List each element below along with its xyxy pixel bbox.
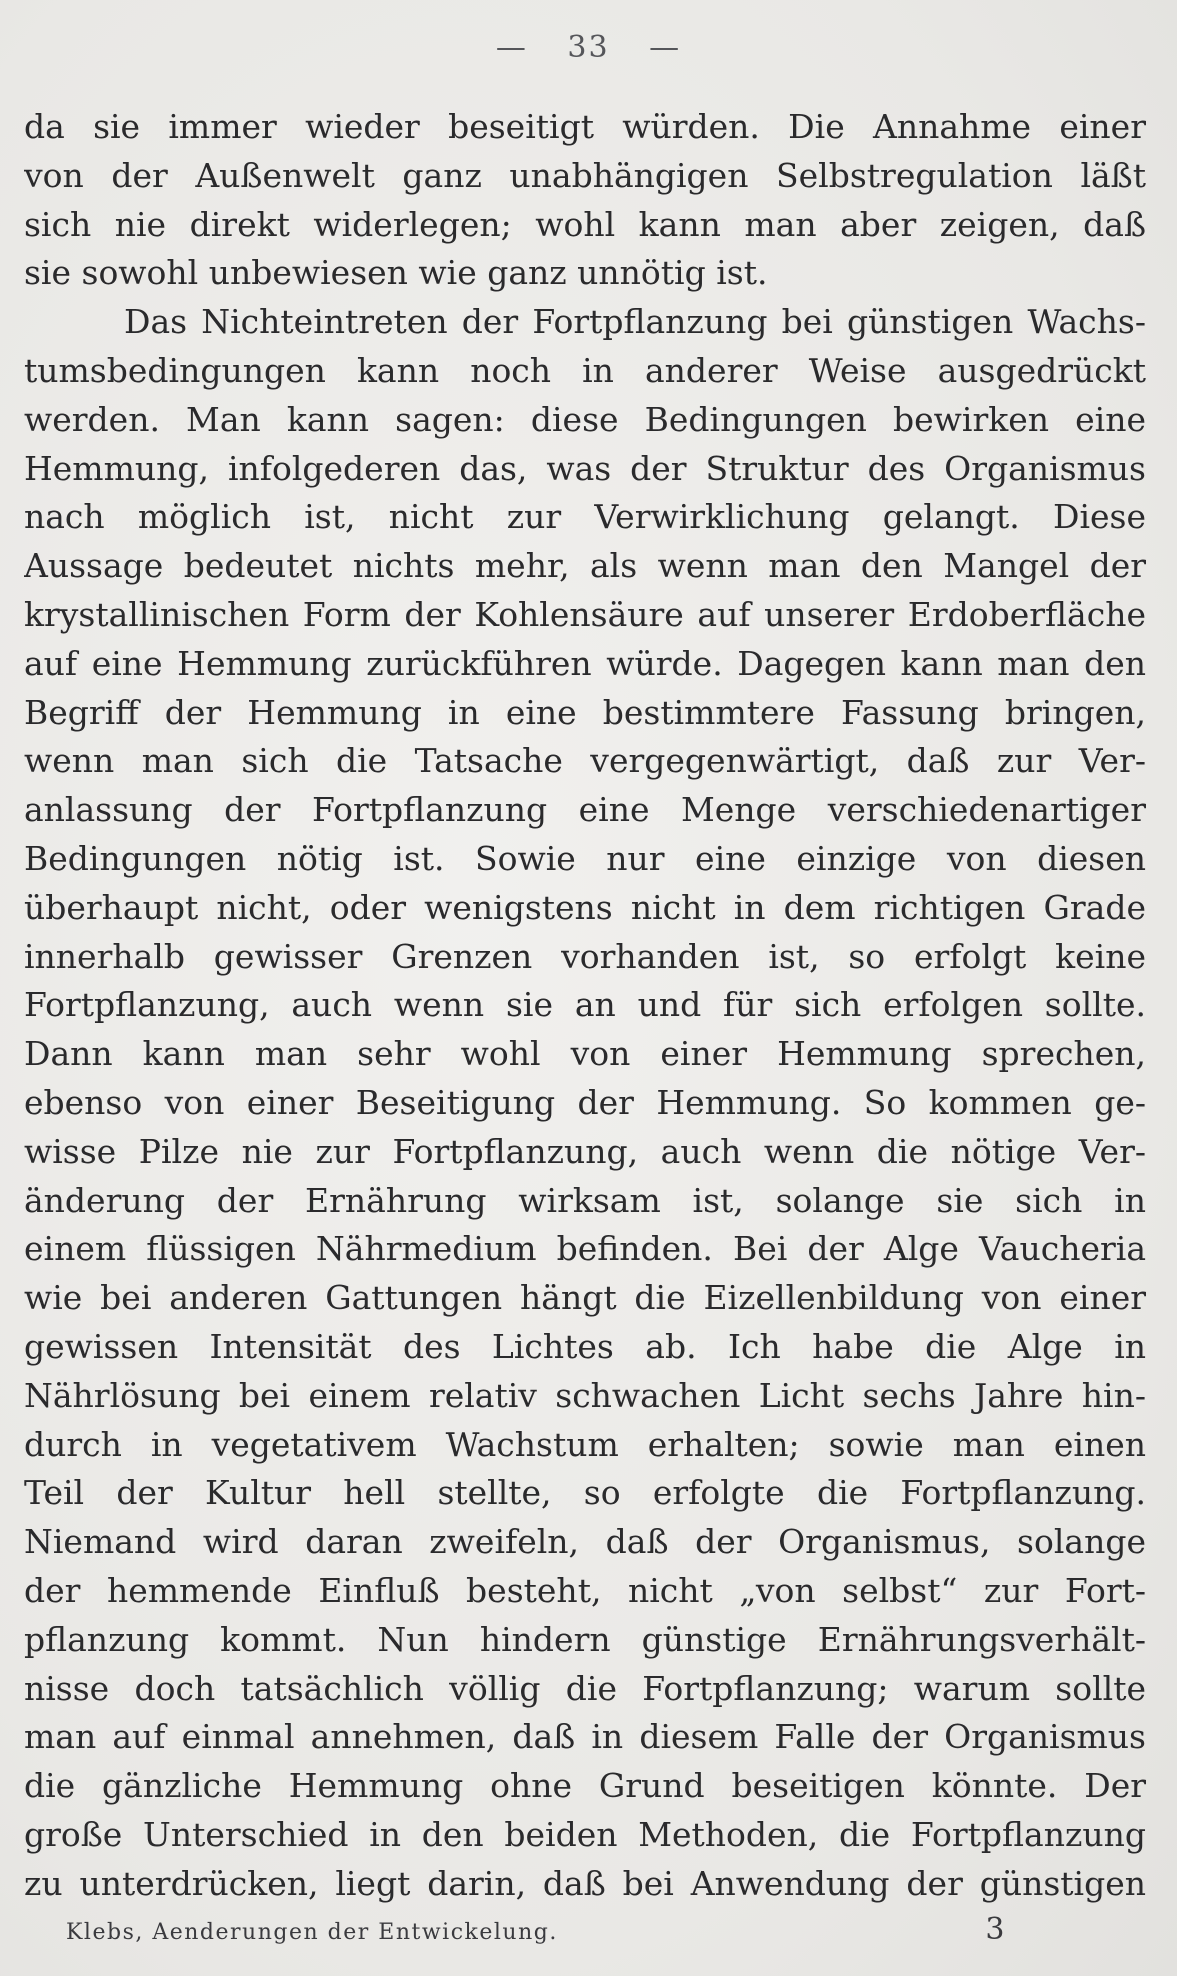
text-line: da sie immer wieder beseitigt würden. Die Annahme einer <box>24 107 1146 146</box>
signature-mark: 3 <box>985 1912 1006 1947</box>
text-line: große Unterschied in den beiden Methoden, die Fortpflanzung <box>24 1814 1146 1854</box>
text-line: zu unterdrücken, liegt darin, daß bei Anwendung der günstigen <box>24 1863 1146 1903</box>
text-line: Bedingungen nötig ist. Sowie nur eine einzige von diesen <box>24 838 1146 878</box>
text-line: einem flüssigen Nährmedium befinden. Bei der Alge Vaucheria <box>24 1229 1146 1269</box>
page-number: 33 <box>567 30 610 65</box>
text-line: wenn man sich die Tatsache vergegenwärtigt, daß zur Ver- <box>24 741 1146 781</box>
text-line: Das Nichteintreten der Fortpflanzung bei günstigen Wachs- <box>124 302 1146 342</box>
text-line: sie sowohl unbewiesen wie ganz unnötig ist. <box>24 253 768 293</box>
text-line: überhaupt nicht, oder wenigstens nicht in dem richtigen Grade <box>24 887 1146 927</box>
text-line: Fortpflanzung, auch wenn sie an und für sich erfolgen sollte. <box>24 985 1146 1025</box>
text-line: von der Außenwelt ganz unabhängigen Selbstregulation läßt <box>24 155 1146 195</box>
footer-citation: Klebs, Aenderungen der Entwickelung. <box>66 1920 558 1945</box>
text-line: der hemmende Einfluß besteht, nicht „von selbst“ zur Fort- <box>24 1570 1146 1610</box>
text-line: innerhalb gewisser Grenzen vorhanden ist, so erfolgt keine <box>24 936 1146 976</box>
text-line: Niemand wird daran zweifeln, daß der Organismus, solange <box>24 1522 1146 1562</box>
page-header <box>0 30 1177 65</box>
text-line: die gänzliche Hemmung ohne Grund beseitigen könnte. Der <box>24 1766 1146 1806</box>
text-line: anlassung der Fortpflanzung eine Menge verschiedenartiger <box>24 790 1146 830</box>
text-line: Aussage bedeutet nichts mehr, als wenn man den Mangel der <box>24 546 1146 586</box>
text-line: wie bei anderen Gattungen hängt die Eizellenbildung von einer <box>24 1278 1146 1318</box>
text-line: krystallinischen Form der Kohlensäure auf unserer Erdoberfläche <box>24 594 1146 634</box>
text-line: änderung der Ernährung wirksam ist, solange sie sich in <box>24 1180 1146 1220</box>
page-footer <box>66 1912 1126 1947</box>
text-line: tumsbedingungen kann noch in anderer Weise ausgedrückt <box>24 350 1146 390</box>
text-line: auf eine Hemmung zurückführen würde. Dagegen kann man den <box>24 643 1146 683</box>
text-line: Begriff der Hemmung in eine bestimmtere Fassung bringen, <box>24 692 1146 732</box>
text-line: pflanzung kommt. Nun hindern günstige Ernährungsverhält- <box>24 1619 1146 1659</box>
text-line: man auf einmal annehmen, daß in diesem Falle der Organismus <box>24 1717 1146 1757</box>
text-line: werden. Man kann sagen: diese Bedingungen bewirken eine <box>24 399 1146 439</box>
text-line: Hemmung, infolgederen das, was der Struktur des Organismus <box>24 448 1146 488</box>
text-line: durch in vegetativem Wachstum erhalten; sowie man einen <box>24 1424 1146 1464</box>
header-dash-right: — <box>649 30 682 65</box>
text-line: sich nie direkt widerlegen; wohl kann man aber zeigen, daß <box>24 204 1146 244</box>
body-text <box>24 103 1146 1908</box>
text-line: Dann kann man sehr wohl von einer Hemmung sprechen, <box>24 1034 1146 1074</box>
text-line: nisse doch tatsächlich völlig die Fortpflanzung; warum sollte <box>24 1668 1146 1708</box>
text-line: gewissen Intensität des Lichtes ab. Ich habe die Alge in <box>24 1326 1146 1366</box>
text-line: nach möglich ist, nicht zur Verwirklichung gelangt. Diese <box>24 497 1146 537</box>
header-dash-left: — <box>495 30 528 65</box>
text-line: Teil der Kultur hell stellte, so erfolgte die Fortpflanzung. <box>24 1473 1146 1513</box>
text-line: Nährlösung bei einem relativ schwachen Licht sechs Jahre hin- <box>24 1375 1146 1415</box>
text-line: ebenso von einer Beseitigung der Hemmung. So kommen ge- <box>24 1082 1146 1122</box>
text-line: wisse Pilze nie zur Fortpflanzung, auch wenn die nötige Ver- <box>24 1131 1146 1171</box>
